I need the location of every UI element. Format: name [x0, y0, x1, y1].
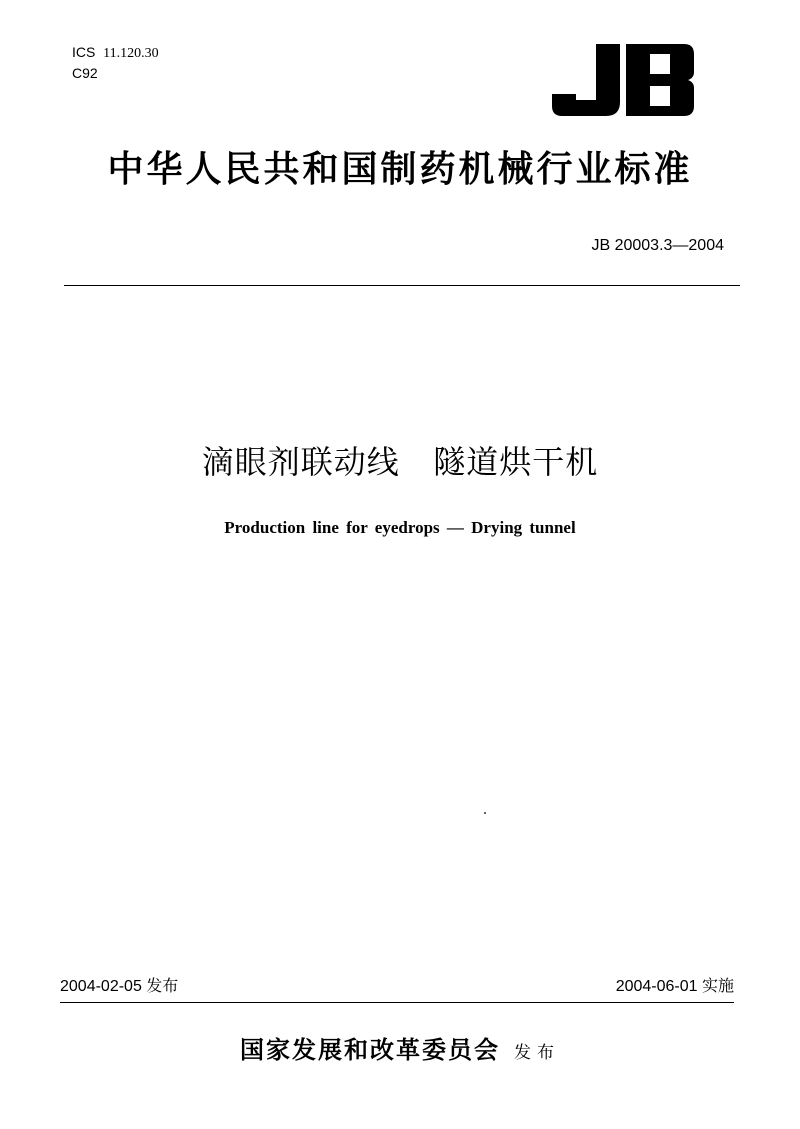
scan-speck	[484, 812, 486, 814]
ics-label: ICS	[72, 44, 96, 60]
ics-code: 11.120.30	[103, 46, 159, 61]
jb-logo-letter-b	[626, 44, 694, 116]
publisher-line	[0, 1034, 800, 1069]
issue-date: 2004-02-05 发布	[60, 978, 179, 995]
document-title-cn	[0, 440, 800, 484]
title-cn-part2: 隧道烘干机	[433, 443, 599, 481]
ics-number	[72, 43, 159, 63]
document-title-en: Production line for eyedrops — Drying tunnel	[224, 518, 576, 537]
title-cn-part1: 滴眼剂联动线	[201, 443, 400, 481]
jb-logo	[552, 44, 694, 116]
standard-code: JB 20003.3—2004	[591, 237, 724, 254]
category-code: C92	[72, 65, 98, 81]
implementation-date: 2004-06-01 实施	[615, 978, 734, 995]
top-divider	[64, 285, 740, 286]
bottom-divider	[60, 1002, 734, 1003]
publisher-suffix: 发布	[514, 1043, 560, 1063]
jb-logo-letter-j	[552, 44, 620, 116]
standard-title: 中华人民共和国制药机械行业标准	[107, 148, 693, 190]
publisher-name: 国家发展和改革委员会	[240, 1035, 500, 1064]
